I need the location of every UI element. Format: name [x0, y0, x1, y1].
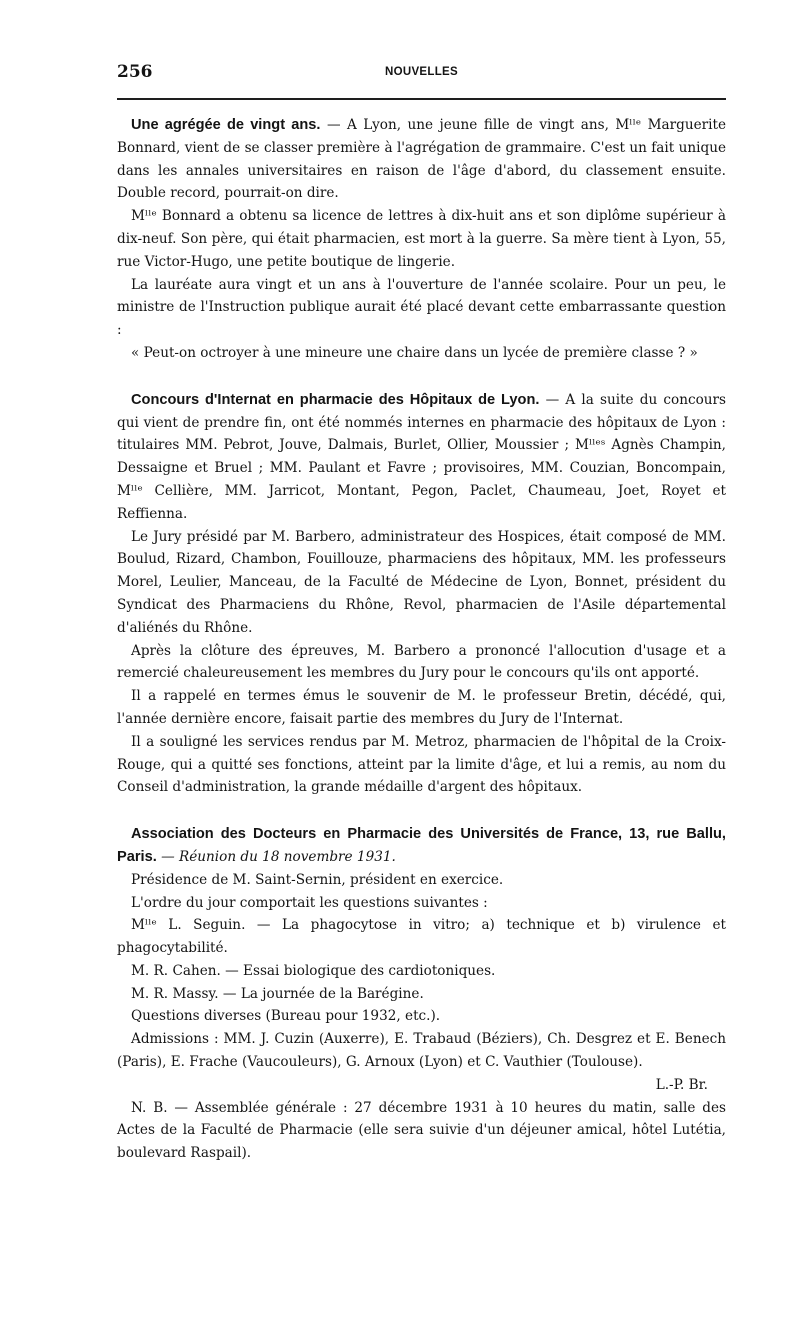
section-title: Concours d'Internat en pharmacie des Hôpitaux de Lyon. [131, 391, 540, 408]
signature: L.-P. Br. [655, 1076, 708, 1093]
paragraph: Mˡˡᵉ Bonnard a obtenu sa licence de lettres à dix-huit ans et son diplôme supérieur à dix-neuf. Son père, qui était pharmacien, est mort à la guerre. Sa mère tient à Lyon, 55, rue Victor-Hugo, une petite boutique de lingerie. [117, 208, 726, 270]
section-internat [117, 389, 726, 799]
paragraph: Il a rappelé en termes émus le souvenir de M. le professeur Bretin, décédé, qui, l'année dernière encore, faisait partie des membres du Jury de l'Internat. [117, 688, 726, 727]
paragraph: N. B. — Assemblée générale : 27 décembre 1931 à 10 heures du matin, salle des Actes de la Faculté de Pharmacie (elle sera suivie d'un déjeuner amical, hôtel Lutétia, boulevard Raspail). [117, 1099, 726, 1162]
paragraph: Questions diverses (Bureau pour 1932, etc.). [131, 1008, 441, 1025]
paragraph: Admissions : MM. J. Cuzin (Auxerre), E. Trabaud (Béziers), Ch. Desgrez et E. Benech (Paris), E. Frache (Vaucouleurs), G. Arnoux (Lyon) et C. Vauthier (Toulouse). [117, 1031, 726, 1071]
page-header [117, 62, 726, 88]
paragraph: M. R. Cahen. — Essai biologique des cardiotoniques. [131, 962, 496, 979]
section-title: Association des Docteurs en Pharmacie des Universités de France, 13, rue Ballu, Paris. [117, 826, 726, 865]
paragraph [117, 389, 726, 526]
paragraph: Présidence de M. Saint-Sernin, président en exercice. [131, 871, 504, 888]
paragraph: Après la clôture des épreuves, M. Barbero a prononcé l'allocution d'usage et a remercié chaleureusement les membres du Jury pour le concours qu'ils ont apporté. [117, 642, 726, 682]
header-rule [117, 98, 726, 100]
paragraph-text: — A Lyon, une jeune fille de vingt ans, Mˡˡᵉ Marguerite Bonnard, vient de se classer première à l'agrégation de grammaire. C'est un fait unique dans les annales universitaires en raison de l'âge d'abord, du classement ensuite. Double record, pourrait-on dire. [117, 117, 726, 202]
meeting-date: — Réunion du 18 novembre 1931. [156, 848, 396, 865]
paragraph: Il a souligné les services rendus par M. Metroz, pharmacien de l'hôpital de la Croix-Rouge, qui a quitté ses fonctions, atteint par la limite d'âge, et lui a remis, au nom du Conseil d'administration, la grande médaille d'argent des hôpitaux. [117, 733, 726, 796]
paragraph [117, 114, 726, 205]
paragraph-text: — A la suite du concours qui vient de prendre fin, ont été nommés internes en pharmacie des hôpitaux de Lyon : titulaires MM. Pebrot, Jouve, Dalmais, Burlet, Ollier, Moussier ; Mˡˡᵉˢ Agnès Champin, Dessaigne et Bruel ; MM. Paulant et Favre ; provisoires, MM. Couzian, Boncompain, Mˡˡᵉ Cellière, MM. Jarricot, Montant, Pegon, Paclet, Chaumeau, Joet, Royet et Reffienna. [117, 391, 726, 522]
section-title: Une agrégée de vingt ans. [131, 117, 321, 133]
paragraph: « Peut-on octroyer à une mineure une chaire dans un lycée de première classe ? » [131, 344, 698, 361]
paragraph: Mˡˡᵉ L. Seguin. — La phagocytose in vitro; a) technique et b) virulence et phagocytabilité. [117, 917, 726, 957]
paragraph: La lauréate aura vingt et un ans à l'ouverture de l'année scolaire. Pour un peu, le ministre de l'Instruction publique aurait été placé devant cette embarrassante question : [117, 276, 726, 339]
paragraph [117, 823, 726, 869]
paragraph: M. R. Massy. — La journée de la Barégine. [131, 985, 424, 1002]
article-body [117, 114, 726, 1189]
paragraph: Le Jury présidé par M. Barbero, administrateur des Hospices, était composé de MM. Boulud, Rizard, Chambon, Fouillouze, pharmaciens des hôpitaux, MM. les professeurs Morel, Leulier, Manceau, de la Faculté de Médecine de Lyon, Bonnet, président du Syndicat des Pharmaciens du Rhône, Revol, pharmacien de l'Asile départemental d'aliénés du Rhône. [117, 528, 726, 636]
section-association [117, 823, 726, 1165]
paragraph: L'ordre du jour comportait les questions suivantes : [131, 894, 488, 911]
section-agregee [117, 114, 726, 365]
running-title: NOUVELLES [385, 66, 458, 78]
page-number: 256 [117, 62, 153, 82]
